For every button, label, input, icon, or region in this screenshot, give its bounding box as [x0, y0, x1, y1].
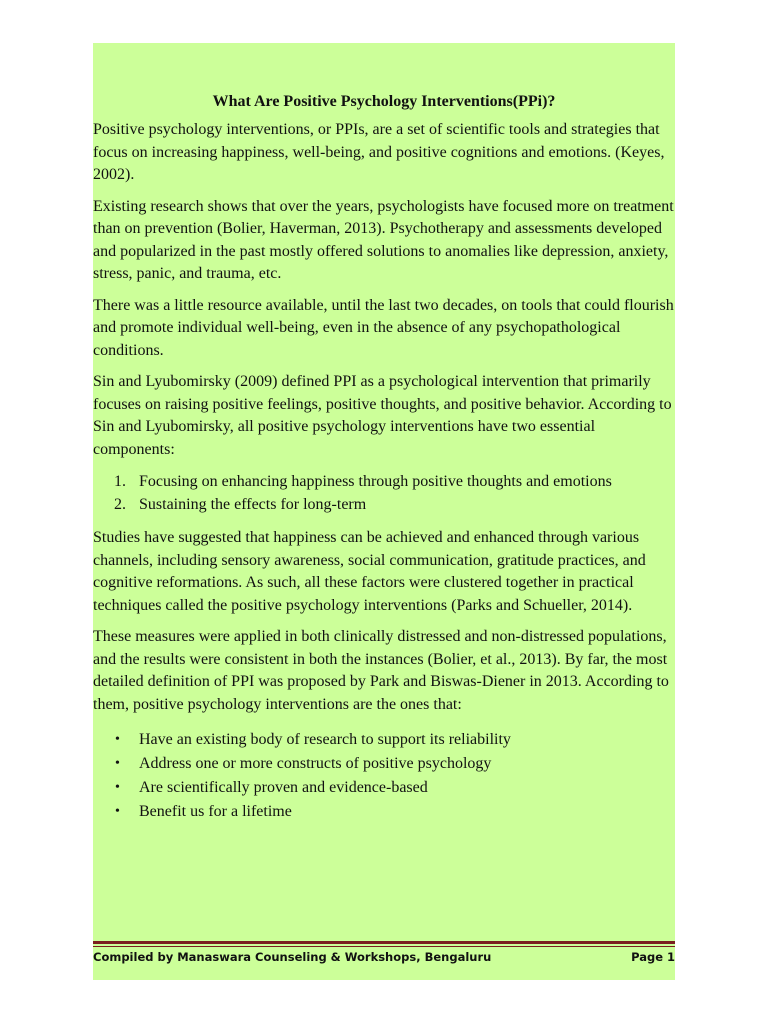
bullet-icon: •	[115, 780, 120, 795]
paragraph-2: Existing research shows that over the years, psychologists have focused more on treatment than on prevention (Bolier, Haverman, 2013). Psychotherapy and assessments developed and popularized in the past mostly offered solutions to anomalies like depression, anxiety, stress, panic, and trauma, etc.	[93, 197, 674, 282]
page-number: Page 1	[631, 950, 675, 964]
list-item-text: Have an existing body of research to support its reliability	[139, 731, 511, 748]
paragraph-6: These measures were applied in both clinically distressed and non-distressed populations, and the results were consistent in both the instances (Bolier, et al., 2013). By far, the most detailed definition of PPI was proposed by Park and Biswas-Diener in 2013. According to them, positive psychology interventions are the ones that:	[93, 628, 669, 713]
list-item-text: Focusing on enhancing happiness through positive thoughts and emotions	[139, 473, 612, 490]
list-item-text: Sustaining the effects for long-term	[139, 496, 367, 513]
bullet-list	[93, 728, 675, 824]
bullet-icon: •	[115, 732, 120, 747]
paragraph-3: There was a little resource available, until the last two decades, on tools that could flourish and promote individual well-being, even in the absence of any psychopathological conditions.	[93, 296, 674, 359]
numbered-list	[93, 470, 675, 516]
bullet-list-item	[93, 728, 675, 752]
list-number: 2.	[114, 496, 126, 513]
footer-rule-thin	[93, 946, 675, 947]
bullet-icon: •	[115, 804, 120, 819]
document-title: What Are Positive Psychology Interventions(PPi)?	[212, 93, 556, 110]
bullet-list-item	[93, 776, 675, 800]
numbered-list-item	[93, 470, 675, 493]
list-number: 1.	[114, 473, 126, 490]
list-item-text: Benefit us for a lifetime	[139, 803, 292, 820]
footer-credit: Compiled by Manaswara Counseling & Workshops, Bengaluru	[93, 950, 492, 964]
footer-rule-thick	[93, 941, 675, 944]
paragraph-1: Positive psychology interventions, or PPIs, are a set of scientific tools and strategies that focus on increasing happiness, well-being, and positive cognitions and emotions. (Keyes, 2002).	[93, 121, 665, 183]
paragraph-4: Sin and Lyubomirsky (2009) defined PPI as a psychological intervention that primarily focuses on raising positive feelings, positive thoughts, and positive behavior. According to Sin and Lyubomirsky, all positive psychology interventions have two essential components:	[93, 373, 672, 458]
paragraph-5: Studies have suggested that happiness can be achieved and enhanced through various channels, including sensory awareness, social communication, gratitude practices, and cognitive reformations. As such, all these factors were clustered together in practical techniques called the positive psychology interventions (Parks and Schueller, 2014).	[93, 529, 646, 614]
document-body	[93, 91, 675, 824]
bullet-list-item	[93, 752, 675, 776]
list-item-text: Are scientifically proven and evidence-based	[139, 779, 428, 796]
numbered-list-item	[93, 493, 675, 516]
list-item-text: Address one or more constructs of positive psychology	[139, 755, 492, 772]
bullet-list-item	[93, 800, 675, 824]
document-page	[93, 43, 675, 980]
bullet-icon: •	[115, 756, 120, 771]
